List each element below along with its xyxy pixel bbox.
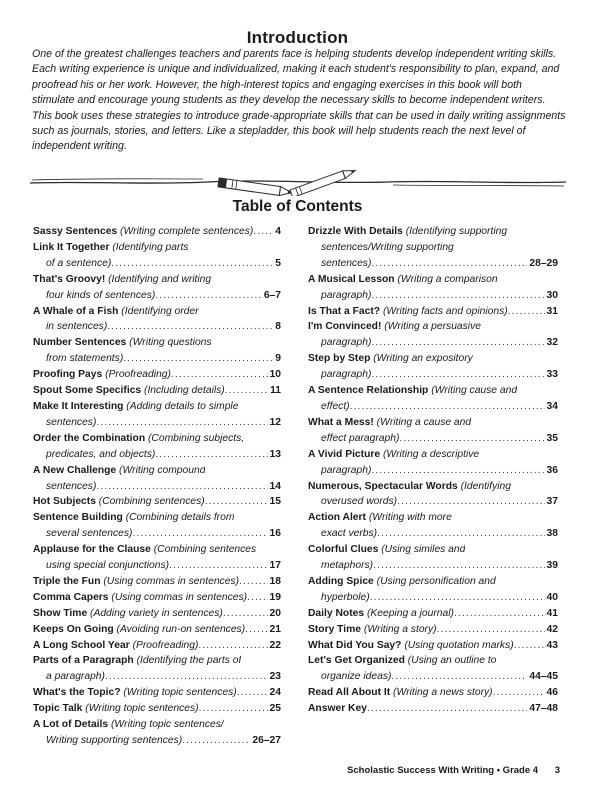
- leader-dots: [367, 701, 527, 717]
- toc-entry-page: 10: [269, 369, 281, 381]
- toc-entry-line: [308, 558, 558, 574]
- toc-entry-description: (Writing complete sentences): [117, 226, 254, 237]
- toc-entry-line: [308, 494, 558, 510]
- leader-dots: [198, 638, 267, 654]
- toc-entry: [33, 431, 281, 463]
- leader-dots: [96, 479, 267, 495]
- toc-entry-description: (Identifying the parts of: [133, 655, 242, 667]
- toc-entry-title: Step by Step: [308, 353, 371, 365]
- leader-dots: [237, 685, 268, 701]
- toc-entry-title: Let's Get Organized: [308, 655, 405, 667]
- toc-entry-page: 34: [546, 400, 558, 412]
- toc-entry-line: [33, 653, 281, 669]
- toc-entry: [308, 304, 558, 320]
- toc-entry-title: Drizzle With Details: [308, 226, 403, 237]
- toc-entry-line: [308, 590, 558, 606]
- toc-entry-description: paragraph): [321, 369, 372, 381]
- toc-entry-title: Is That a Fact?: [308, 305, 381, 317]
- toc-entry-description: overused words): [321, 496, 398, 508]
- toc-entry: [33, 701, 281, 717]
- toc-entry-description: (Adding details to simple: [123, 400, 239, 412]
- toc-entry-line: [33, 622, 281, 638]
- toc-entry-page: 46: [546, 687, 558, 699]
- toc-entry-page: 32: [546, 337, 558, 349]
- toc-entry-line: [33, 510, 281, 526]
- introduction-paragraph: One of the greatest challenges teachers and parents face is helping students develop independent writing skills. Each writing experience is unique and individualized, making it each student's responsibility to plan, expand, and proofread his or her work. However, the high-interest topics and engaging exercises in this book will both stimulate and encourage young students as they develop the necessary skills to become independent writers. This book uses these strategies to introduce grade-appropriate skills that can be used in daily writing assignments such as journals, stories, and letters. Like a stepladder, this book will help students reach the next level of independent writing.: [32, 48, 566, 153]
- toc-entry-page: 13: [269, 448, 281, 460]
- toc-entry: [308, 224, 558, 272]
- toc-entry-page: 4: [275, 226, 281, 237]
- toc-entry-line: [308, 431, 558, 447]
- toc-entry-description: (Identifying: [457, 480, 511, 492]
- toc-entry-page: 28–29: [529, 257, 558, 269]
- toc-entry: [308, 653, 558, 685]
- toc-entry-title: Order the Combination: [33, 432, 146, 444]
- toc-entry-page: 25: [269, 703, 281, 715]
- toc-entry-description: paragraph): [321, 289, 372, 301]
- leader-dots: [225, 383, 268, 399]
- toc-entry-page: 38: [546, 528, 558, 540]
- leader-dots: [493, 685, 545, 701]
- toc-entry-line: [308, 224, 558, 240]
- toc-entry-description: sentences): [46, 480, 97, 492]
- toc-entry-description: (Using commas in sentences): [100, 575, 240, 587]
- toc-entry-description: (Writing compound: [116, 464, 206, 476]
- toc-entry-description: (Using similes and: [378, 544, 466, 556]
- leader-dots: [245, 622, 267, 638]
- toc-entry: [33, 510, 281, 542]
- toc-entry: [308, 415, 558, 447]
- toc-entry-description: from statements): [46, 353, 124, 365]
- toc-entry: [308, 622, 558, 638]
- table-of-contents-heading: Table of Contents: [232, 198, 363, 215]
- toc-entry-page: 47–48: [529, 703, 558, 715]
- toc-entry-line: [33, 399, 281, 415]
- toc-entry-title: Sassy Sentences: [33, 226, 118, 237]
- toc-entry-line: [33, 319, 281, 335]
- leader-dots: [239, 574, 268, 590]
- toc-entry-line: [308, 574, 558, 590]
- toc-entry: [33, 272, 281, 304]
- toc-entry-line: [33, 240, 281, 256]
- toc-entry-line: [308, 304, 558, 320]
- toc-entry-line: [33, 367, 281, 383]
- toc-entry-description: (Writing questions: [126, 337, 212, 349]
- toc-entry-description: (Combining sentences: [150, 544, 257, 556]
- toc-entry-description: hyperbole): [321, 591, 370, 603]
- leader-dots: [437, 622, 545, 638]
- leader-dots: [105, 669, 268, 685]
- toc-entry-page: 5: [275, 257, 281, 269]
- toc-entry-description: (Writing topic sentences/: [108, 719, 224, 731]
- toc-entry: [33, 574, 281, 590]
- toc-entry: [308, 638, 558, 654]
- toc-entry-title: Proofing Pays: [33, 369, 103, 381]
- toc-entry: [308, 351, 558, 383]
- toc-entry-line: [33, 574, 281, 590]
- toc-entry-description: (Writing topic sentences): [120, 687, 237, 699]
- toc-entry-description: metaphors): [321, 560, 374, 572]
- toc-entry-title: Daily Notes: [308, 607, 365, 619]
- toc-entry-title: Hot Subjects: [33, 496, 96, 508]
- page-footer: [0, 765, 560, 776]
- toc-entry-line: [33, 304, 281, 320]
- toc-entry-description: (Writing a story): [361, 623, 437, 635]
- toc-entry-page: 22: [269, 639, 281, 651]
- toc-entry-line: [33, 256, 281, 272]
- toc-entry-page: 35: [546, 432, 558, 444]
- toc-entry-title: Make It Interesting: [33, 400, 124, 412]
- toc-entry: [33, 240, 281, 272]
- toc-entry-page: 37: [546, 496, 558, 508]
- toc-entry-description: a paragraph): [46, 671, 105, 683]
- leader-dots: [350, 399, 545, 415]
- toc-entry-page: 30: [546, 289, 558, 301]
- leader-dots: [155, 288, 261, 304]
- toc-entry-description: in sentences): [46, 321, 108, 333]
- toc-entry-title: What a Mess!: [308, 416, 374, 428]
- toc-entry-description: organize ideas): [321, 671, 392, 683]
- toc-entry-description: (Using commas in sentences): [108, 591, 248, 603]
- toc-entry-description: (Adding variety in sentences): [87, 607, 223, 619]
- toc-entry: [33, 399, 281, 431]
- toc-entry-line: [33, 669, 281, 685]
- toc-entry-page: 42: [546, 623, 558, 635]
- toc-entry-description: (Combining subjects,: [145, 432, 245, 444]
- toc-entry-description: (Using personification and: [373, 575, 496, 587]
- toc-entry-line: [308, 415, 558, 431]
- toc-entry-line: [308, 288, 558, 304]
- toc-entry-line: [33, 463, 281, 479]
- toc-entry-line: [308, 622, 558, 638]
- leader-dots: [247, 590, 267, 606]
- toc-entry: [33, 653, 281, 685]
- toc-entry-title: Colorful Clues: [308, 544, 379, 556]
- leader-dots: [132, 526, 267, 542]
- toc-entry: [308, 272, 558, 304]
- toc-entry-description: several sentences): [46, 528, 133, 540]
- toc-entry-line: [308, 319, 558, 335]
- toc-entry: [33, 367, 281, 383]
- leader-dots: [371, 463, 544, 479]
- toc-entry-line: [308, 256, 558, 272]
- toc-entry-line: [308, 638, 558, 654]
- toc-entry-description: (Writing facts and opinions): [380, 305, 508, 317]
- toc-entry-line: [33, 335, 281, 351]
- toc-entry-title: Answer Key: [308, 703, 367, 715]
- leader-dots: [155, 447, 267, 463]
- toc-entry-description: sentences): [321, 257, 372, 269]
- toc-entry-title: A Vivid Picture: [308, 448, 381, 460]
- toc-entry: [33, 224, 281, 240]
- toc-entry-description: effect): [321, 400, 350, 412]
- toc-entry-description: (Proofreading): [129, 639, 199, 651]
- toc-entry-title: I'm Convinced!: [308, 321, 382, 333]
- toc-entry-line: [308, 479, 558, 495]
- toc-entry-description: paragraph): [321, 337, 372, 349]
- leader-dots: [371, 335, 544, 351]
- toc-entry: [33, 622, 281, 638]
- toc-entry-page: 8: [275, 321, 281, 333]
- toc-entry-line: [33, 479, 281, 495]
- toc-entry-title: Action Alert: [308, 512, 366, 524]
- toc-entry-line: [308, 542, 558, 558]
- toc-entry-title: What's the Topic?: [33, 687, 121, 699]
- toc-entry-description: exact verbs): [321, 528, 378, 540]
- leader-dots: [123, 351, 273, 367]
- pencil-divider-icon: [28, 168, 568, 196]
- toc-entry-page: 17: [269, 560, 281, 572]
- toc-entry-title: Read All About It: [308, 687, 391, 699]
- leader-dots: [370, 590, 545, 606]
- toc-entry-title: Parts of a Paragraph: [33, 655, 134, 667]
- toc-entry-page: 16: [269, 528, 281, 540]
- footer-book-title: Scholastic Success With Writing • Grade 4: [347, 765, 539, 776]
- leader-dots: [508, 304, 545, 320]
- toc-entry-line: [33, 685, 281, 701]
- toc-entry-page: 33: [546, 369, 558, 381]
- toc-entry-line: [308, 526, 558, 542]
- toc-entry: [33, 638, 281, 654]
- toc-entry-page: 9: [275, 353, 281, 365]
- toc-entry-line: [308, 669, 558, 685]
- leader-dots: [514, 638, 545, 654]
- toc-entry-description: (Identifying and writing: [105, 273, 212, 285]
- toc-entry: [33, 606, 281, 622]
- toc-entry-description: sentences/Writing supporting: [321, 241, 454, 253]
- toc-entry-description: (Writing with more: [365, 512, 452, 524]
- toc-entry: [308, 701, 558, 717]
- toc-entry-line: [308, 606, 558, 622]
- toc-entry-page: 19: [269, 591, 281, 603]
- toc-entry-description: Writing supporting sentences): [46, 735, 183, 746]
- leader-dots: [223, 606, 268, 622]
- toc-entry-description: (Proofreading): [102, 369, 171, 381]
- toc-entry-line: [308, 463, 558, 479]
- leader-dots: [371, 288, 544, 304]
- leader-dots: [107, 319, 273, 335]
- toc-entry-title: A New Challenge: [33, 464, 117, 476]
- toc-entry-title: That's Groovy!: [33, 273, 106, 285]
- toc-entry-page: 12: [269, 416, 281, 428]
- toc-entry-description: of a sentence): [46, 257, 112, 269]
- toc-entry-page: 26–27: [252, 735, 281, 746]
- toc-entry: [308, 447, 558, 479]
- toc-entry: [308, 574, 558, 606]
- toc-entry: [308, 606, 558, 622]
- leader-dots: [371, 367, 544, 383]
- toc-entry-description: (Writing a descriptive: [380, 448, 480, 460]
- toc-entry-line: [33, 383, 281, 399]
- leader-dots: [171, 367, 268, 383]
- toc-entry-line: [308, 383, 558, 399]
- leader-dots: [391, 669, 527, 685]
- toc-entry: [33, 685, 281, 701]
- toc-entry-line: [308, 653, 558, 669]
- toc-entry-line: [33, 542, 281, 558]
- toc-entry: [308, 510, 558, 542]
- toc-entry-description: (Writing a cause and: [373, 416, 472, 428]
- toc-entry-line: [33, 590, 281, 606]
- toc-entry-line: [308, 685, 558, 701]
- toc-entry-page: 41: [546, 607, 558, 619]
- toc-entry-line: [308, 240, 558, 256]
- toc-entry-description: (Writing a persuasive: [381, 321, 481, 333]
- toc-entry-line: [33, 447, 281, 463]
- toc-entry-title: What Did You Say?: [308, 639, 402, 651]
- toc-entry-page: 31: [546, 305, 558, 317]
- toc-entry-title: A Sentence Relationship: [308, 385, 429, 397]
- leader-dots: [371, 256, 527, 272]
- toc-entry-page: 36: [546, 464, 558, 476]
- toc-entry-line: [33, 638, 281, 654]
- toc-entry-line: [33, 717, 281, 733]
- toc-entry: [33, 335, 281, 367]
- toc-left-column: [33, 224, 281, 749]
- toc-entry-page: 43: [546, 639, 558, 651]
- toc-entry-description: (Including details): [141, 385, 225, 397]
- toc-entry-description: (Identifying parts: [109, 241, 189, 253]
- toc-entry-description: paragraph): [321, 464, 372, 476]
- toc-entry-line: [308, 351, 558, 367]
- toc-entry: [33, 494, 281, 510]
- toc-entry: [308, 319, 558, 351]
- toc-entry-title: Sentence Building: [33, 512, 123, 524]
- toc-entry-line: [308, 367, 558, 383]
- toc-entry-description: (Avoiding run-on sentences): [113, 623, 246, 635]
- leader-dots: [199, 701, 268, 717]
- toc-entry: [33, 542, 281, 574]
- toc-entry-line: [33, 351, 281, 367]
- toc-entry-description: (Writing a news story): [390, 687, 493, 699]
- footer-page-number: 3: [554, 765, 560, 776]
- toc-entry-line: [33, 558, 281, 574]
- toc-entry-title: Story Time: [308, 623, 362, 635]
- leader-dots: [169, 558, 267, 574]
- leader-dots: [399, 431, 544, 447]
- toc-entry-line: [308, 335, 558, 351]
- toc-entry: [33, 717, 281, 749]
- toc-entry-description: four kinds of sentences): [46, 289, 156, 301]
- leader-dots: [182, 733, 250, 749]
- toc-entry-line: [33, 224, 281, 240]
- toc-entry-line: [308, 701, 558, 717]
- toc-entry-description: (Identifying order: [118, 305, 199, 317]
- toc-entry-page: 24: [269, 687, 281, 699]
- toc-entry: [33, 463, 281, 495]
- toc-entry-description: effect paragraph): [321, 432, 400, 444]
- leader-dots: [205, 494, 268, 510]
- toc-entry-line: [308, 272, 558, 288]
- toc-entry-title: Numerous, Spectacular Words: [308, 480, 458, 492]
- introduction-heading: Introduction: [246, 28, 349, 47]
- toc-entry-title: Link It Together: [33, 241, 110, 253]
- toc-entry-page: 14: [269, 480, 281, 492]
- toc-entry: [308, 383, 558, 415]
- toc-entry-title: A Lot of Details: [33, 719, 109, 731]
- toc-entry-title: Topic Talk: [33, 703, 83, 715]
- leader-dots: [377, 526, 544, 542]
- toc-entry-page: 23: [269, 671, 281, 683]
- toc-entry-page: 39: [546, 560, 558, 572]
- toc-entry-title: Comma Capers: [33, 591, 109, 603]
- leader-dots: [96, 415, 267, 431]
- toc-entry-description: sentences): [46, 416, 97, 428]
- leader-dots: [454, 606, 545, 622]
- toc-entry-line: [33, 415, 281, 431]
- toc-entry-line: [33, 526, 281, 542]
- toc-entry-title: A Whale of a Fish: [33, 305, 119, 317]
- toc-entry-line: [308, 510, 558, 526]
- toc-entry-title: Show Time: [33, 607, 88, 619]
- toc-entry-line: [33, 606, 281, 622]
- toc-entry-page: 21: [269, 623, 281, 635]
- toc-entry-description: (Using quotation marks): [401, 639, 514, 651]
- toc-entry: [33, 383, 281, 399]
- toc-entry-line: [33, 431, 281, 447]
- toc-entry-page: 40: [546, 591, 558, 603]
- toc-entry-description: (Keeping a journal): [364, 607, 454, 619]
- toc-entry-page: 44–45: [529, 671, 558, 683]
- toc-entry-line: [33, 272, 281, 288]
- leader-dots: [111, 256, 273, 272]
- toc-entry-description: (Combining details from: [122, 512, 235, 524]
- toc-right-column: [308, 224, 558, 717]
- toc-entry: [308, 542, 558, 574]
- toc-entry-title: Keeps On Going: [33, 623, 114, 635]
- leader-dots: [397, 494, 544, 510]
- toc-entry: [308, 479, 558, 511]
- toc-entry-description: (Using an outline to: [404, 655, 497, 667]
- toc-entry-line: [33, 288, 281, 304]
- toc-entry-line: [308, 447, 558, 463]
- toc-entry: [33, 590, 281, 606]
- toc-entry-title: Adding Spice: [308, 575, 374, 587]
- toc-entry-page: 20: [269, 607, 281, 619]
- toc-entry-description: (Writing a comparison: [394, 273, 498, 285]
- toc-entry-description: predicates, and objects): [46, 448, 156, 460]
- toc-entry: [308, 685, 558, 701]
- toc-entry-description: (Writing an expository: [370, 353, 473, 365]
- toc-entry-title: Triple the Fun: [33, 575, 101, 587]
- toc-entry-line: [33, 494, 281, 510]
- toc-entry-title: A Musical Lesson: [308, 273, 395, 285]
- toc-entry-description: (Writing topic sentences): [82, 703, 199, 715]
- toc-entry-description: (Writing cause and: [428, 385, 518, 397]
- toc-entry-page: 11: [270, 385, 281, 397]
- leader-dots: [373, 558, 544, 574]
- leader-dots: [253, 224, 273, 240]
- toc-entry-title: A Long School Year: [33, 639, 130, 651]
- toc-entry-line: [308, 399, 558, 415]
- toc-entry-description: (Identifying supporting: [402, 226, 508, 237]
- toc-entry-title: Number Sentences: [33, 337, 127, 349]
- toc-entry-line: [33, 733, 281, 749]
- toc-entry-page: 6–7: [263, 289, 281, 301]
- toc-entry-description: using special conjunctions): [46, 560, 170, 572]
- toc-entry: [33, 304, 281, 336]
- toc-entry-title: Spout Some Specifics: [33, 385, 142, 397]
- toc-entry-page: 18: [269, 575, 281, 587]
- toc-entry-description: (Combining sentences): [95, 496, 205, 508]
- toc-entry-line: [33, 701, 281, 717]
- toc-entry-page: 15: [269, 496, 281, 508]
- toc-entry-title: Applause for the Clause: [33, 544, 151, 556]
